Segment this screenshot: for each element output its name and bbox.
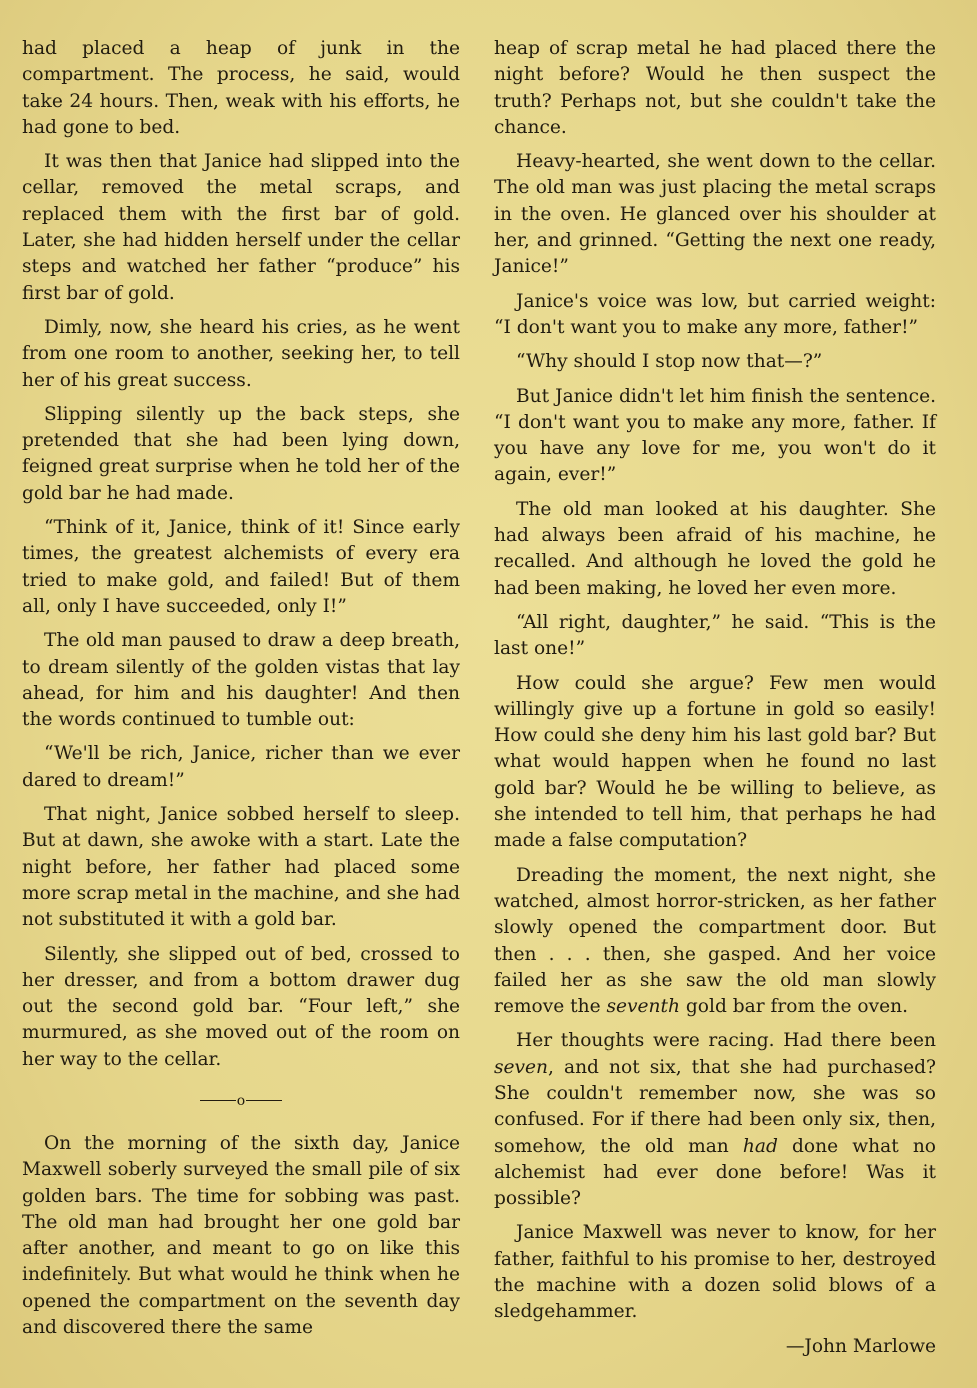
paragraph: On the morning of the sixth day, Janice Maxwell soberly surveyed the small pile of six golden bars. The time for sobbing was past. The old man had brought her one gold bar after another, and meant to go on like this indefinitely. But what would he think when he opened the compartment on the seventh day and discovered there the same [22,1132,460,1339]
emphasis: seventh [606,996,680,1018]
emphasis: seven [494,1056,549,1078]
paragraph: Janice's voice was low, but carried weight: “I don't want you to make any more, father!” [494,290,936,338]
paragraph: It was then that Janice had slipped into the cellar, removed the metal scraps, and replaced them with the first bar of gold. Later, she had hidden herself under the cellar steps and watched her father “produce” his first bar of gold. [22,151,460,304]
paragraph [494,863,936,1021]
paragraph: “We'll be rich, Janice, richer than we ever dared to dream!” [22,743,460,791]
text-run: Dreading the moment, the next night, she watched, almost horror-stricken, as her father slowly opened the compartment door. But then . . . then, she gasped. And her voice failed her as she saw the old man slowly remove the [494,864,936,1018]
text-run: done what no alchemist had ever done before! Was it possible? [494,1135,936,1210]
paragraph: had placed a heap of junk in the compartment. The process, he said, would take 24 hours. Then, weak with his efforts, he had gone to bed. [22,38,460,138]
text-run: , and not six, that she had purchased? She couldn't remember now, she was so confused. For if there had been only six, then, somehow, the old man [494,1056,936,1157]
paragraph: Heavy-hearted, she went down to the cellar. The old man was just placing the metal scraps in the oven. He glanced over his shoulder at her, and grinned. “Getting the next one ready, Janice!” [494,151,936,278]
paragraph: The old man looked at his daughter. She had always been afraid of his machine, he recalled. And although he loved the gold he had been making, he loved her even more. [494,498,936,599]
paragraph: “All right, daughter,” he said. “This is the last one!” [494,611,936,660]
divider-mark: o [236,1092,246,1109]
paragraph: Silently, she slipped out of bed, crossed to her dresser, and from a bottom drawer dug out the second gold bar. “Four left,” she murmured, as she moved out of the room on her way to the cellar. [22,943,460,1070]
author-signature: —John Marlowe [785,1335,936,1357]
paragraph: Slipping silently up the back steps, she pretended that she had been lying down, feigned great surprise when he told her of the gold bar he had made. [22,403,460,504]
paragraph: Janice Maxwell was never to know, for her father, faithful to his promise to her, destroyed the machine with a dozen solid blows of a sledgehammer. [494,1222,936,1323]
left-column [22,36,460,1349]
emphasis: had [742,1135,778,1157]
text-run: gold bar from the oven. [679,996,908,1018]
right-column [494,36,936,1368]
paragraph: That night, Janice sobbed herself to sleep. But at dawn, she awoke with a start. Late the night before, her father had placed some more scrap metal in the machine, and she had not substituted it with a gold bar. [22,804,460,931]
text-run: Her thoughts were racing. Had there been [516,1030,936,1052]
paragraph [494,1028,936,1212]
section-divider [22,1091,460,1111]
paragraph: But Janice didn't let him finish the sentence. “I don't want you to make any more, father. If you have any love for me, you won't do it again, ever!” [494,385,936,486]
divider-line [200,1100,236,1101]
paragraph: The old man paused to draw a deep breath, to dream silently of the golden vistas that lay ahead, for him and his daughter! And then the words continued to tumble out: [22,630,460,731]
paragraph: “Think of it, Janice, think of it! Since early times, the greatest alchemists of every era tried to make gold, and failed! But of them all, only I have succeeded, only I!” [22,517,460,617]
divider-line [246,1100,282,1101]
paragraph: Dimly, now, she heard his cries, as he went from one room to another, seeking her, to tell her of his great success. [22,316,460,391]
paragraph: heap of scrap metal he had placed there the night before? Would he then suspect the truth? Perhaps not, but she couldn't take the chance. [494,38,936,138]
paragraph: How could she argue? Few men would willingly give up a fortune in gold so easily! How could she deny him his last gold bar? But what would happen when he found no last gold bar? Would he be willing to believe, as she intended to tell him, that perhaps he had made a false computation? [494,672,936,852]
paragraph: “Why should I stop now that—?” [516,351,823,373]
